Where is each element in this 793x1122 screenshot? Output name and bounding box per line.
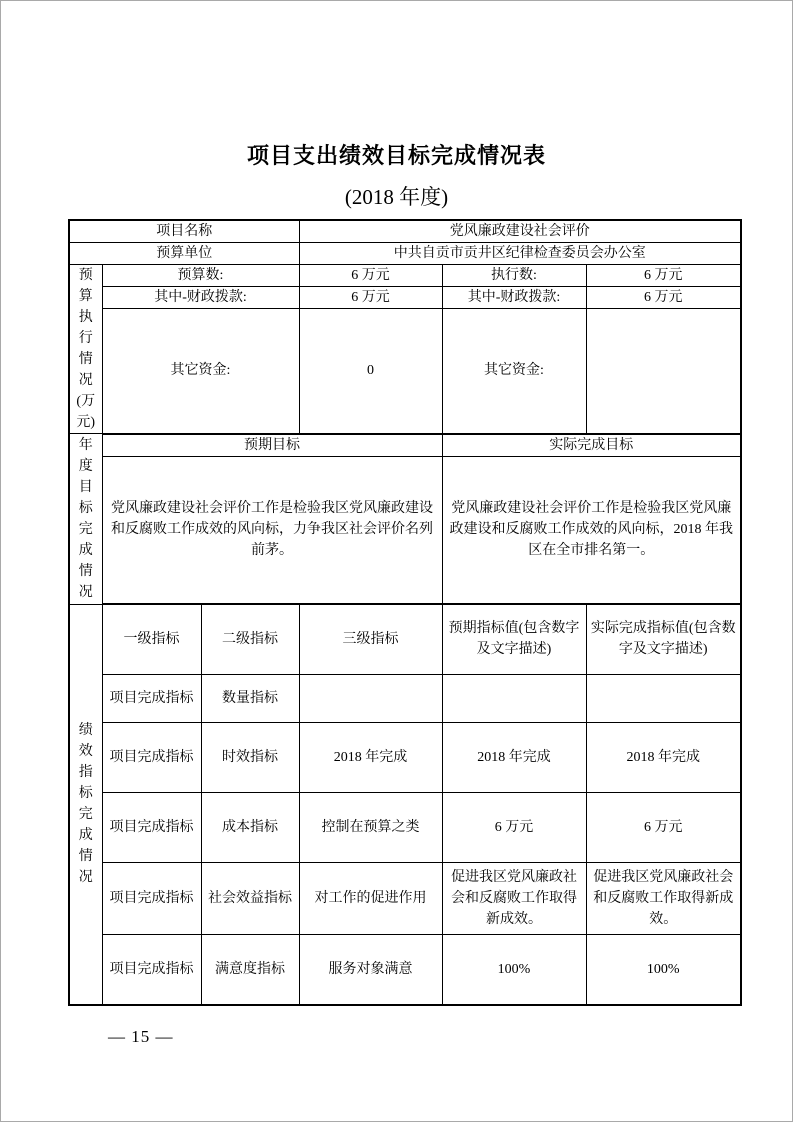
indicator-expected-value: 促进我区党风廉政社会和反腐败工作取得新成效。	[442, 862, 586, 934]
project-name-label: 项目名称	[69, 220, 299, 243]
budget-exec-sidebar-text: 预 算 执 行 情 况 (万 元)	[76, 268, 96, 430]
indicator-level3: 控制在预算之类	[299, 792, 442, 862]
budget-amount-label: 预算数:	[102, 265, 299, 287]
indicator-expected-value: 6 万元	[442, 792, 586, 862]
other-funds-value-right	[586, 309, 741, 434]
actual-goal-text: 党风廉政建设社会评价工作是检验我区党风廉政建设和反腐败工作成效的风向标，2018 年我区在全市排名第一。	[442, 456, 741, 604]
budget-unit-value: 中共自贡市贡井区纪律检查委员会办公室	[299, 243, 741, 265]
indicator-expected-value	[442, 674, 586, 722]
budget-exec-sidebar	[69, 265, 102, 434]
indicator-header-level1: 一级指标	[102, 604, 201, 674]
table-row	[69, 287, 741, 309]
project-name-value: 党风廉政建设社会评价	[299, 220, 741, 243]
annual-goal-sidebar	[69, 434, 102, 605]
indicator-expected-value: 100%	[442, 934, 586, 1005]
indicator-level1: 项目完成指标	[102, 722, 201, 792]
table-row	[69, 722, 741, 792]
table-row	[69, 309, 741, 434]
page-title: 项目支出绩效目标完成情况表	[246, 143, 546, 168]
indicator-header-actual: 实际完成指标值(包含数字及文字描述)	[586, 604, 741, 674]
indicator-level3: 对工作的促进作用	[299, 862, 442, 934]
indicator-actual-value: 100%	[586, 934, 741, 1005]
indicator-actual-value: 2018 年完成	[586, 722, 741, 792]
other-funds-label-right: 其它资金:	[442, 309, 586, 434]
indicator-actual-value	[586, 674, 741, 722]
indicator-actual-value: 促进我区党风廉政社会和反腐败工作取得新成效。	[586, 862, 741, 934]
table-row	[69, 456, 741, 604]
executed-amount-label: 执行数:	[442, 265, 586, 287]
indicator-expected-value: 2018 年完成	[442, 722, 586, 792]
indicator-level2: 成本指标	[201, 792, 299, 862]
indicator-level1: 项目完成指标	[102, 934, 201, 1005]
indicator-header-expected: 预期指标值(包含数字及文字描述)	[442, 604, 586, 674]
budget-unit-label: 预算单位	[69, 243, 299, 265]
indicator-header-level3: 三级指标	[299, 604, 442, 674]
indicator-actual-value: 6 万元	[586, 792, 741, 862]
indicator-level1: 项目完成指标	[102, 792, 201, 862]
indicator-level3	[299, 674, 442, 722]
indicator-level2: 社会效益指标	[201, 862, 299, 934]
table-row	[69, 934, 741, 1005]
table-row	[69, 604, 741, 674]
page-number: — 15 —	[108, 1027, 174, 1046]
table-row	[69, 220, 741, 243]
fiscal-allocation-label-left: 其中-财政拨款:	[102, 287, 299, 309]
table-row	[69, 265, 741, 287]
indicator-level1: 项目完成指标	[102, 862, 201, 934]
table-row	[69, 243, 741, 265]
table-row	[69, 674, 741, 722]
indicator-level3: 2018 年完成	[299, 722, 442, 792]
fiscal-allocation-value-right: 6 万元	[586, 287, 741, 309]
table-row	[69, 792, 741, 862]
performance-table	[68, 219, 742, 1006]
table-row	[69, 862, 741, 934]
indicator-level1: 项目完成指标	[102, 674, 201, 722]
executed-amount-value: 6 万元	[586, 265, 741, 287]
annual-goal-sidebar-text: 年 度 目 标 完 成 情 况	[78, 437, 93, 600]
page-subtitle: (2018 年度)	[344, 185, 449, 209]
expected-goal-header: 预期目标	[102, 434, 442, 457]
other-funds-label-left: 其它资金:	[102, 309, 299, 434]
table-row	[69, 434, 741, 457]
indicator-level3: 服务对象满意	[299, 934, 442, 1005]
actual-goal-header: 实际完成目标	[442, 434, 741, 457]
other-funds-value-left: 0	[299, 309, 442, 434]
indicator-level2: 时效指标	[201, 722, 299, 792]
indicators-sidebar-text: 绩 效 指 标 完 成 情 况	[78, 723, 93, 886]
fiscal-allocation-value-left: 6 万元	[299, 287, 442, 309]
indicator-header-level2: 二级指标	[201, 604, 299, 674]
fiscal-allocation-label-right: 其中-财政拨款:	[442, 287, 586, 309]
indicators-sidebar	[69, 604, 102, 1005]
indicator-level2: 满意度指标	[201, 934, 299, 1005]
indicator-level2: 数量指标	[201, 674, 299, 722]
expected-goal-text: 党风廉政建设社会评价工作是检验我区党风廉政建设和反腐败工作成效的风向标，力争我区社会评价名列前茅。	[102, 456, 442, 604]
budget-amount-value: 6 万元	[299, 265, 442, 287]
